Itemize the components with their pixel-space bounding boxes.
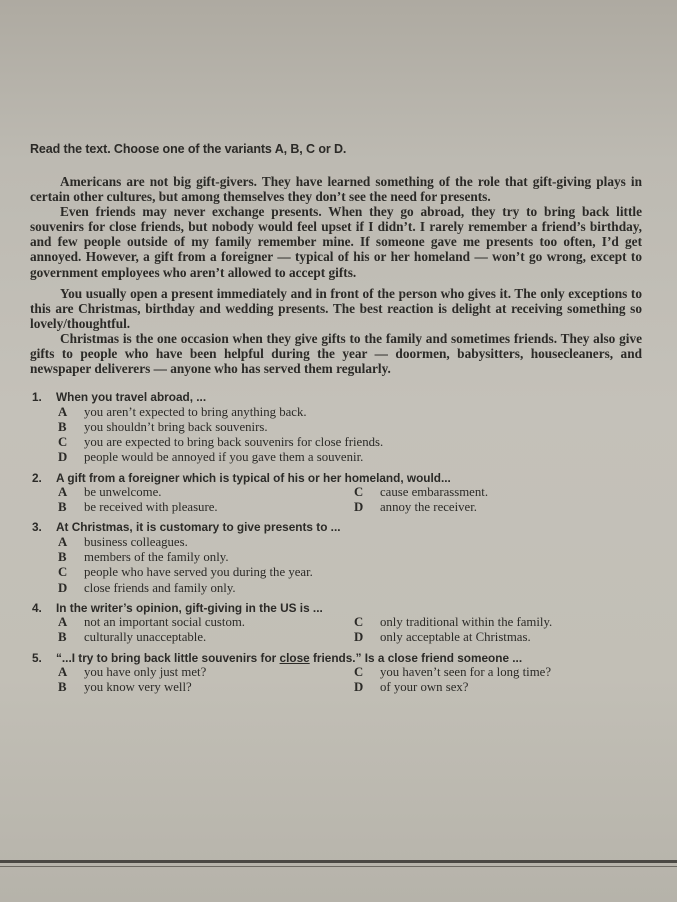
answer-option[interactable] (58, 485, 354, 500)
option-letter: C (58, 565, 68, 580)
question-stem: A gift from a foreigner which is typical of his or her homeland, would... (56, 470, 451, 485)
answer-option[interactable] (58, 435, 642, 450)
stem-quote-start: “...I try to bring back little souvenirs for (56, 650, 280, 665)
option-letter: D (354, 630, 364, 645)
reading-passage (30, 174, 642, 376)
question-number: 1. (32, 390, 42, 405)
option-letter: B (58, 630, 67, 645)
option-letter: D (354, 500, 364, 515)
option-text: annoy the receiver. (380, 500, 477, 515)
stem-quote-end: friends.” Is a close friend someone ... (309, 650, 523, 665)
question-4 (30, 601, 642, 646)
question-list (30, 390, 642, 695)
option-text: business colleagues. (84, 534, 188, 549)
answer-option[interactable] (58, 450, 642, 465)
question-stem: When you travel abroad, ... (56, 390, 207, 405)
answer-option[interactable] (58, 581, 642, 596)
option-letter: B (58, 680, 67, 695)
option-text: you have only just met? (84, 665, 207, 680)
answer-option[interactable] (58, 405, 642, 420)
answer-option[interactable] (354, 630, 644, 645)
option-text: culturally unacceptable. (84, 630, 207, 645)
option-letter: A (58, 485, 68, 500)
answer-option[interactable] (58, 420, 642, 435)
answer-option[interactable] (354, 485, 644, 500)
question-number: 3. (32, 520, 42, 535)
question-3 (30, 520, 642, 595)
option-text: people would be annoyed if you gave them a souvenir. (84, 450, 364, 465)
answer-option[interactable] (354, 665, 644, 680)
footer-divider (0, 860, 677, 863)
passage-paragraph: Americans are not big gift-givers. They have learned something of the role that gift-giving plays in certain other cultures, but among themselves they don’t see the need for presents. (30, 174, 642, 205)
option-letter: A (58, 615, 68, 630)
option-letter: B (58, 500, 67, 515)
option-letter: B (58, 419, 67, 434)
option-letter: B (58, 550, 67, 565)
question-number: 2. (32, 470, 42, 485)
question-5 (30, 651, 642, 696)
option-letter: A (58, 534, 68, 549)
answer-option[interactable] (58, 550, 642, 565)
option-text: you are expected to bring back souvenirs for close friends. (84, 435, 384, 450)
question-number: 4. (32, 600, 42, 615)
option-text: cause embarassment. (380, 485, 489, 500)
option-text: be received with pleasure. (84, 500, 218, 515)
option-text: of your own sex? (380, 680, 469, 695)
option-letter: D (354, 680, 364, 695)
option-letter: A (58, 665, 68, 680)
footer-divider-thin (0, 866, 677, 867)
option-text: close friends and family only. (84, 580, 236, 595)
option-text: be unwelcome. (84, 485, 162, 500)
option-letter: D (58, 450, 68, 465)
option-text: you aren’t expected to bring anything back. (84, 404, 307, 419)
option-text: not an important social custom. (84, 615, 245, 630)
question-2 (30, 471, 642, 516)
stem-underlined-word: close (279, 650, 310, 665)
option-text: you shouldn’t bring back souvenirs. (84, 419, 268, 434)
answer-option[interactable] (58, 665, 354, 680)
option-letter: C (354, 485, 364, 500)
option-text: members of the family only. (84, 550, 229, 565)
question-number: 5. (32, 650, 42, 665)
option-text: you know very well? (84, 680, 192, 695)
option-text: you haven’t seen for a long time? (380, 665, 552, 680)
passage-paragraph: Christmas is the one occasion when they give gifts to the family and sometimes friends. They also give gifts to people who have been helpful during the year — doormen, babysitters, housecleaners, and newspaper deliverers — anyone who has served them regularly. (30, 330, 642, 377)
option-letter: D (58, 580, 68, 595)
passage-paragraph: You usually open a present immediately and in front of the person who gives it. The only exceptions to this are Christmas, birthday and wedding presents. The best reaction is delight at receiving something so lovely/thoughtful. (30, 285, 642, 331)
answer-option[interactable] (354, 500, 644, 515)
answer-option[interactable] (58, 535, 642, 550)
answer-option[interactable] (58, 565, 642, 580)
answer-option[interactable] (58, 630, 354, 645)
question-stem: In the writer’s opinion, gift-giving in the US is ... (56, 600, 323, 615)
answer-option[interactable] (354, 615, 644, 630)
option-letter: C (354, 665, 364, 680)
option-text: only traditional within the family. (380, 615, 553, 630)
task-instruction: Read the text. Choose one of the variants A, B, C or D. (30, 142, 347, 156)
option-letter: A (58, 404, 68, 419)
worksheet-content (30, 142, 642, 701)
question-1 (30, 390, 642, 465)
question-stem: At Christmas, it is customary to give presents to ... (56, 520, 341, 535)
answer-option[interactable] (354, 680, 644, 695)
passage-paragraph: Even friends may never exchange presents. When they go abroad, they try to bring back little souvenirs for close friends, but nobody would feel upset if I didn’t. I rarely remember a friend’s birthday, and few people outside of my family remember mine. If someone gave me presents too often, I’d get annoyed. However, a gift from a foreigner — typical of his or her homeland — won’t go wrong, except to government employees who aren’t allowed to accept gifts. (30, 204, 642, 280)
question-stem (56, 651, 642, 666)
option-letter: C (354, 615, 364, 630)
option-letter: C (58, 435, 68, 450)
answer-option[interactable] (58, 500, 354, 515)
answer-option[interactable] (58, 615, 354, 630)
option-text: only acceptable at Christmas. (380, 630, 531, 645)
answer-option[interactable] (58, 680, 354, 695)
option-text: people who have served you during the year. (84, 565, 313, 580)
